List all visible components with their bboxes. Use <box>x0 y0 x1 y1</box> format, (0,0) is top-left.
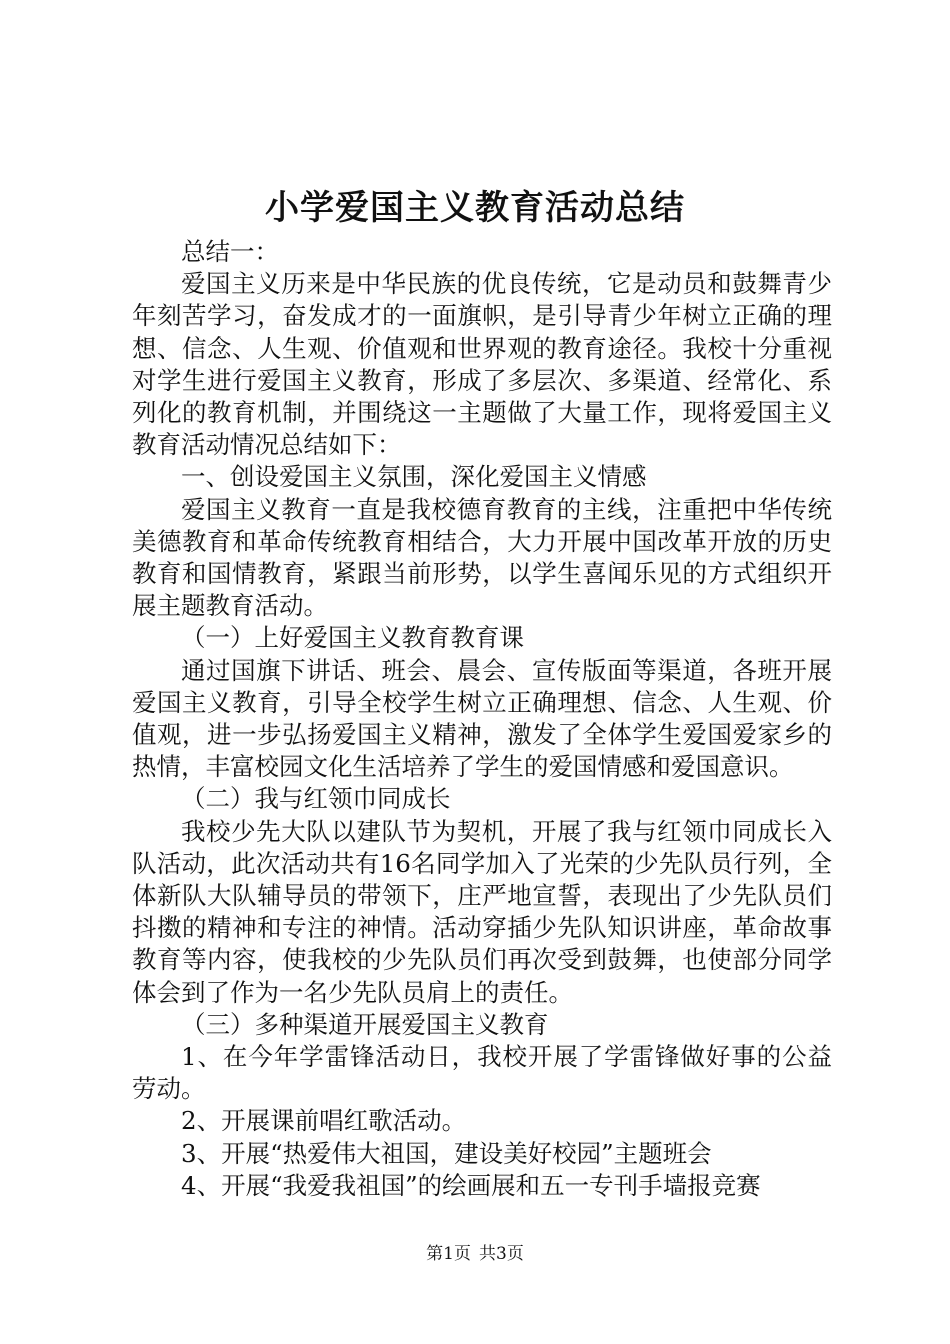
subheading-two: （二）我与红领巾同成长 <box>181 784 451 814</box>
list-item-3: 3、开展“热爱伟大祖国，建设美好校园”主题班会 <box>181 1138 712 1168</box>
paragraph-subsection-one: 通过国旗下讲话、班会、晨会、宣传版面等渠道，各班开展爱国主义教育，引导全校学生树立正确理想、信念、人生观、价值观，进一步弘扬爱国主义精神，激发了全体学生爱国爱家乡的热情，丰富校园文化生活培养了学生的爱国情感和爱国意识。 <box>132 655 832 782</box>
paragraph-subsection-two: 我校少先大队以建队节为契机，开展了我与红领巾同成长入队活动，此次活动共有16名同学加入了光荣的少先队员行列，全体新队大队辅导员的带领下，庄严地宣誓，表现出了少先队员们抖擞的精神和专注的神情。活动穿插少先队知识讲座，革命故事教育等内容，使我校的少先队员们再次受到鼓舞，也使部分同学体会到了作为一名少先队员肩上的责任。 <box>132 816 832 1007</box>
page-footer <box>0 1242 950 1266</box>
document-title: 小学爱国主义教育活动总结 <box>265 188 685 228</box>
section-heading-one: 一、创设爱国主义氛围，深化爱国主义情感 <box>181 462 647 492</box>
page-number-current: 第1页 <box>426 1244 471 1264</box>
list-item-2: 2、开展课前唱红歌活动。 <box>181 1106 467 1136</box>
subheading-three: （三）多种渠道开展爱国主义教育 <box>181 1009 549 1039</box>
document-body <box>132 236 832 1202</box>
list-item-4: 4、开展“我爱我祖国”的绘画展和五一专刊手墙报竞赛 <box>181 1170 761 1200</box>
page-number-total: 共3页 <box>479 1244 524 1264</box>
paragraph-intro: 爱国主义历来是中华民族的优良传统，它是动员和鼓舞青少年刻苦学习，奋发成才的一面旗帜，是引导青少年树立正确的理想、信念、人生观、价值观和世界观的教育途径。我校十分重视对学生进行爱国主义教育，形成了多层次、多渠道、经常化、系列化的教育机制，并围绕这一主题做了大量工作，现将爱国主义教育活动情况总结如下： <box>132 269 832 460</box>
section-heading-summary-one: 总结一： <box>181 237 279 266</box>
list-item-1: 1、在今年学雷锋活动日，我校开展了学雷锋做好事的公益劳动。 <box>132 1042 832 1104</box>
paragraph-section-one: 爱国主义教育一直是我校德育教育的主线，注重把中华传统美德教育和革命传统教育相结合，大力开展中国改革开放的历史教育和国情教育，紧跟当前形势，以学生喜闻乐见的方式组织开展主题教育活动。 <box>132 494 832 621</box>
subheading-one: （一）上好爱国主义教育教育课 <box>181 623 524 653</box>
